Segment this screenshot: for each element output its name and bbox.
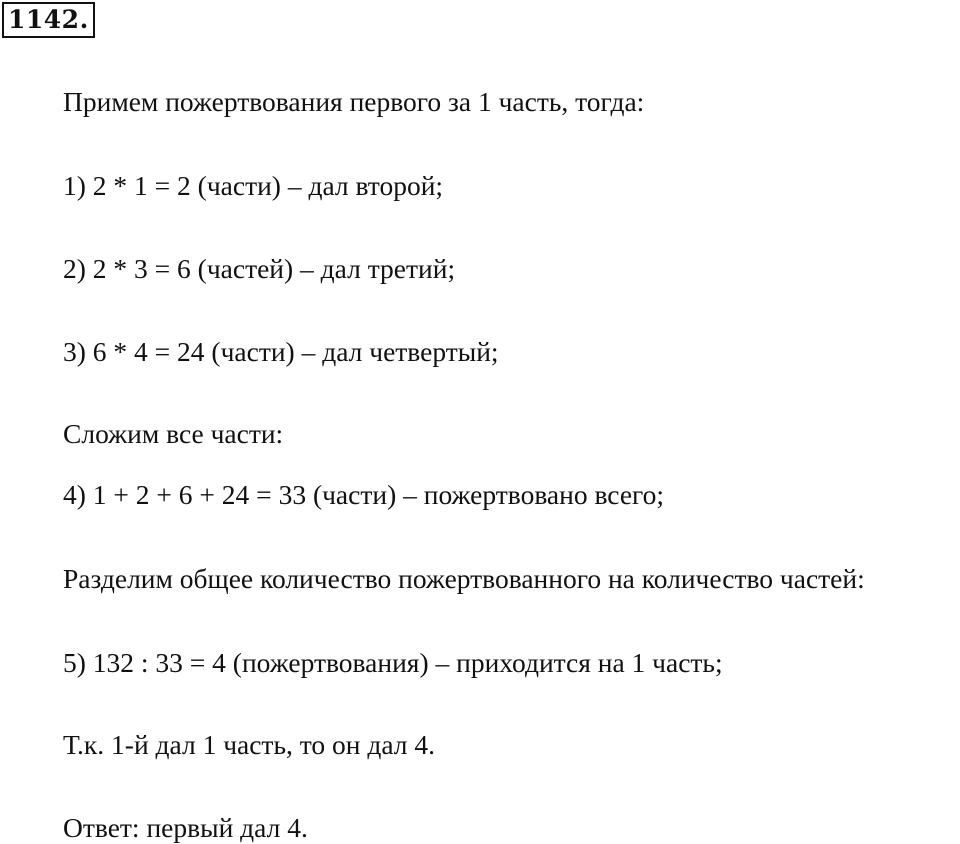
sum-intro-line: Сложим все части:: [63, 418, 284, 449]
intro-line: Примем пожертвования первого за 1 часть, тогда:: [63, 86, 645, 117]
step-5-line: 5) 132 : 33 = 4 (пожертвования) – приходится на 1 часть;: [63, 647, 723, 678]
conclusion-line: Т.к. 1-й дал 1 часть, то он дал 4.: [63, 729, 436, 760]
step-1-line: 1) 2 * 1 = 2 (части) – дал второй;: [63, 170, 444, 201]
problem-number-box: 1142.: [2, 2, 95, 38]
step-4-line: 4) 1 + 2 + 6 + 24 = 33 (части) – пожертвовано всего;: [63, 479, 665, 510]
step-2-line: 2) 2 * 3 = 6 (частей) – дал третий;: [63, 253, 456, 284]
answer-line: Ответ: первый дал 4.: [63, 812, 308, 843]
step-3-line: 3) 6 * 4 = 24 (части) – дал четвертый;: [63, 336, 499, 367]
divide-intro-line: Разделим общее количество пожертвованного на количество частей:: [63, 563, 865, 594]
